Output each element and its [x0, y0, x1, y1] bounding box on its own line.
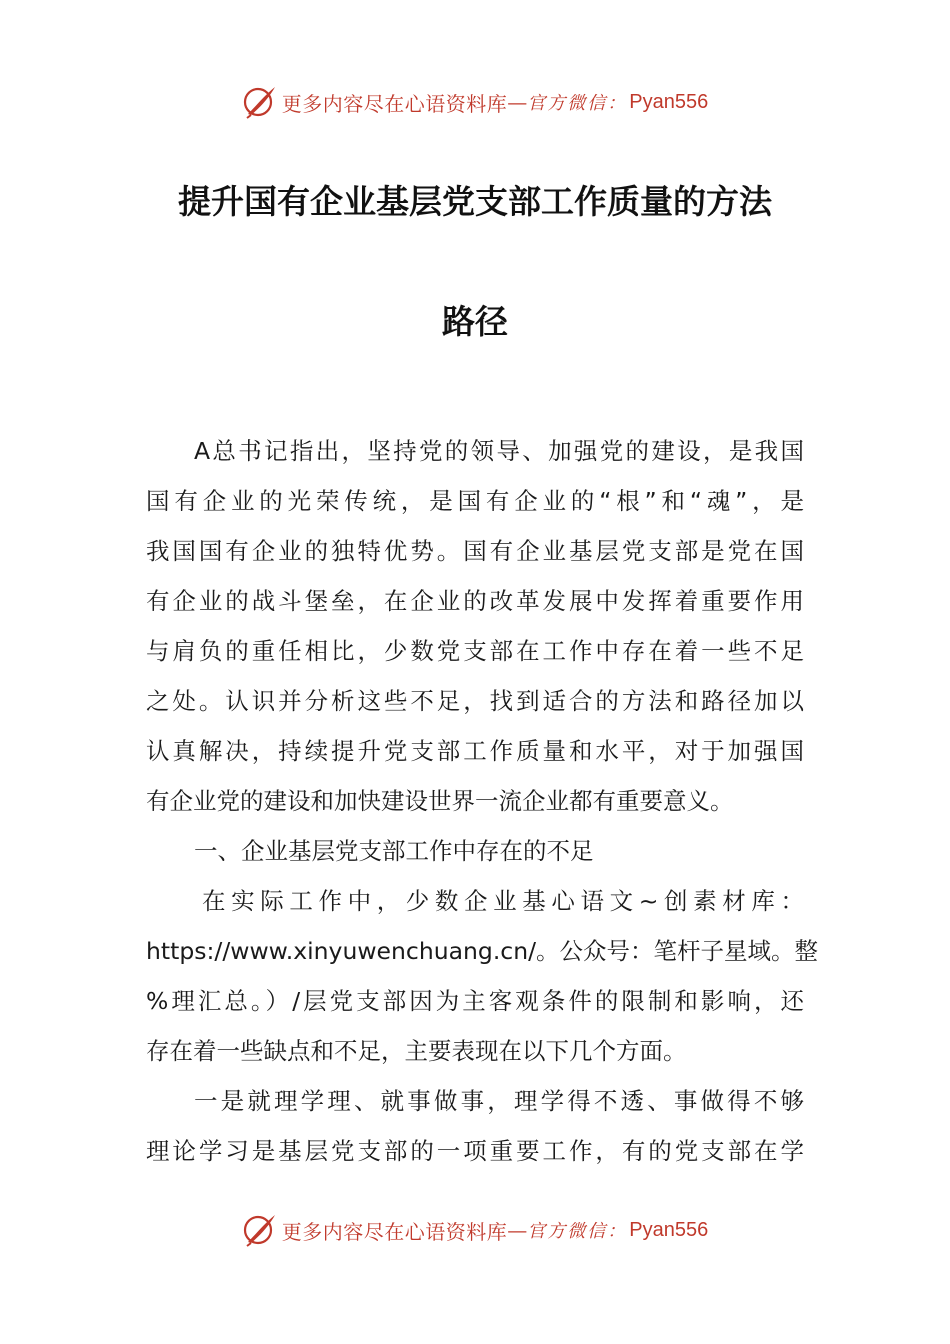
banner-official-label: 官方微信：: [527, 1221, 628, 1242]
section-heading: 一、企业基层党支部工作中存在的不足: [194, 837, 594, 865]
body-line: 与肩负的重任相比，少数党支部在工作中存在着一些不足: [146, 637, 804, 665]
body-line: https://www.xinyuwenchuang.cn/。公众号：笔杆子星域。整: [146, 937, 819, 965]
footer-banner: [0, 1208, 950, 1252]
quill-logo-icon: [242, 1212, 278, 1248]
banner-dash: —: [507, 90, 528, 114]
banner-official-label: 官方微信：: [527, 93, 628, 114]
body-line: 一是就理学理、就事做事，理学得不透、事做得不够: [194, 1087, 804, 1115]
banner-brand-text: 更多内容尽在心语资料库: [281, 1219, 508, 1244]
banner-brand-text: 更多内容尽在心语资料库: [281, 91, 508, 116]
banner-dash: —: [507, 1218, 528, 1242]
body-line: %理汇总。）/层党支部因为主客观条件的限制和影响，还: [146, 987, 804, 1015]
body-line: 有企业的战斗堡垒，在企业的改革发展中发挥着重要作用: [146, 587, 804, 615]
body-line: 之处。认识并分析这些不足，找到适合的方法和路径加以: [146, 687, 804, 715]
document-body: [146, 426, 819, 1176]
body-line: 在实际工作中，少数企业基心语文~创素材库：: [202, 887, 804, 915]
document-title-line-1: 提升国有企业基层党支部工作质量的方法: [178, 182, 772, 221]
quill-logo-icon: [242, 84, 278, 120]
header-banner: [0, 80, 950, 124]
body-line: A总书记指出，坚持党的领导、加强党的建设，是我国: [194, 437, 804, 465]
body-line: 我国国有企业的独特优势。国有企业基层党支部是党在国: [146, 537, 804, 565]
body-line: 有企业党的建设和加快建设世界一流企业都有重要意义。: [146, 787, 734, 815]
body-line: 国有企业的光荣传统，是国有企业的“根”和“魂”，是: [146, 487, 804, 515]
body-line: 存在着一些缺点和不足，主要表现在以下几个方面。: [146, 1037, 687, 1065]
body-line: 认真解决，持续提升党支部工作质量和水平，对于加强国: [146, 737, 804, 765]
banner-wechat-id: Pyan556: [629, 90, 709, 113]
body-line: 理论学习是基层党支部的一项重要工作，有的党支部在学: [146, 1137, 804, 1165]
document-title-line-2: 路径: [442, 302, 508, 341]
banner-wechat-id: Pyan556: [629, 1218, 709, 1241]
